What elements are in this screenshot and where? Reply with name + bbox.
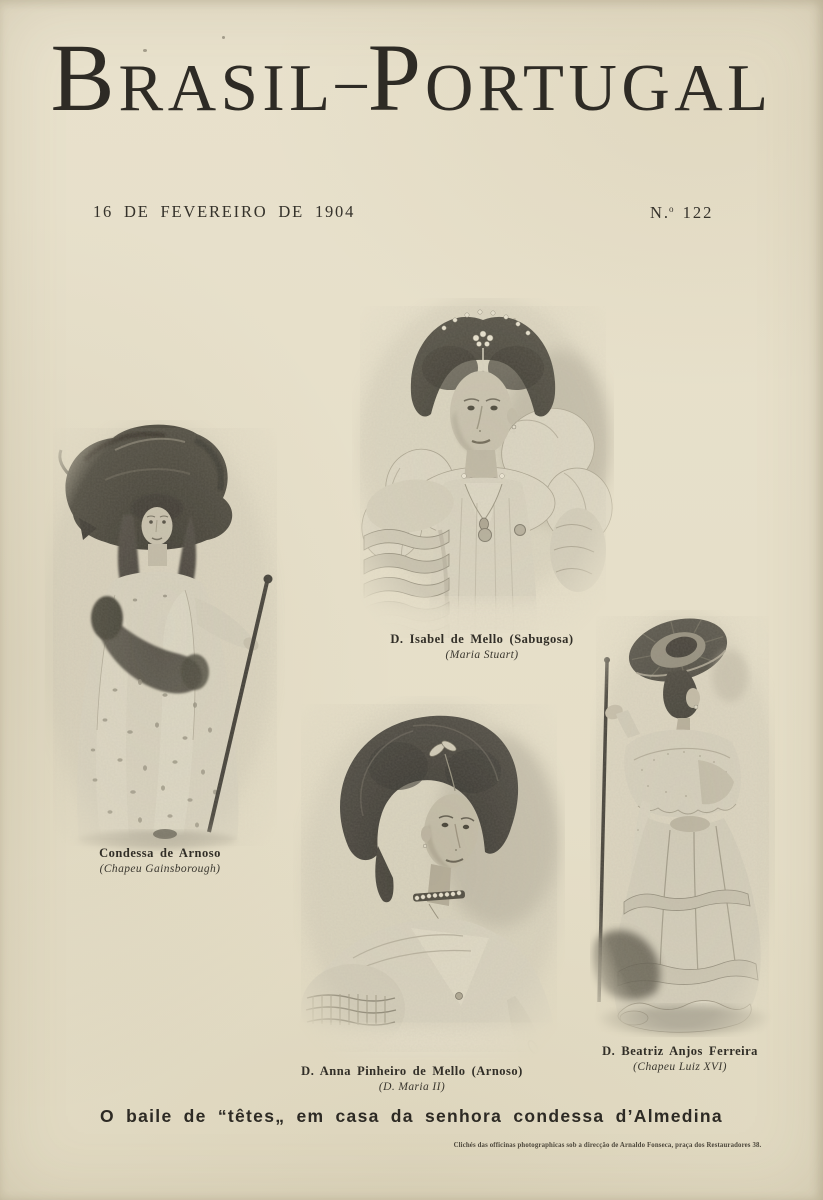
issue-number-prefix: N. xyxy=(650,203,671,222)
caption-subject: D. Beatriz Anjos Ferreira xyxy=(602,1044,758,1058)
issue-date: 16 DE FEVEREIRO DE 1904 xyxy=(93,202,356,221)
issue-number-value: 122 xyxy=(682,203,714,222)
photo-beatriz xyxy=(590,610,775,1038)
photo-beatriz-illustration xyxy=(590,610,775,1038)
caption-costume: (Chapeu Luiz XVI) xyxy=(633,1061,727,1073)
caption-costume: (Maria Stuart) xyxy=(445,649,519,661)
caption-costume: (Chapeu Gainsborough) xyxy=(99,863,221,875)
masthead-rest-rasil: RASIL xyxy=(118,51,335,125)
photo-arnoso-illustration xyxy=(45,420,285,854)
masthead-rest-ortugal: ORTUGAL xyxy=(424,51,773,125)
photo-arnoso xyxy=(45,420,285,854)
photo-caption-anna xyxy=(292,1064,532,1094)
caption-subject: D. Isabel de Mello (Sabugosa) xyxy=(390,632,574,646)
photo-caption-arnoso xyxy=(50,846,270,876)
caption-subject: Condessa de Arnoso xyxy=(99,846,221,860)
photo-caption-beatriz xyxy=(570,1044,790,1074)
headline: O baile de “têtes„ em casa da senhora condessa d’Almedina xyxy=(100,1106,723,1126)
masthead-dash: – xyxy=(335,47,367,116)
caption-subject: D. Anna Pinheiro de Mello (Arnoso) xyxy=(301,1064,523,1078)
masthead-title xyxy=(0,24,823,131)
masthead-initial-p: P xyxy=(367,24,425,131)
photo-caption-isabel xyxy=(342,632,622,662)
photo-anna-illustration xyxy=(293,696,565,1060)
issue-number xyxy=(650,203,713,223)
photo-credit-line: Clichés das officinas photographicas sob a direcção de Arnaldo Fonseca, praça dos Restauradores 38. xyxy=(453,1142,762,1149)
photo-anna xyxy=(293,696,565,1060)
masthead-initial-b: B xyxy=(50,24,119,131)
caption-costume: (D. Maria II) xyxy=(378,1081,446,1093)
photo-isabel xyxy=(352,298,614,638)
photo-isabel-illustration xyxy=(352,298,614,638)
issue-number-ordinal: o xyxy=(669,204,676,214)
